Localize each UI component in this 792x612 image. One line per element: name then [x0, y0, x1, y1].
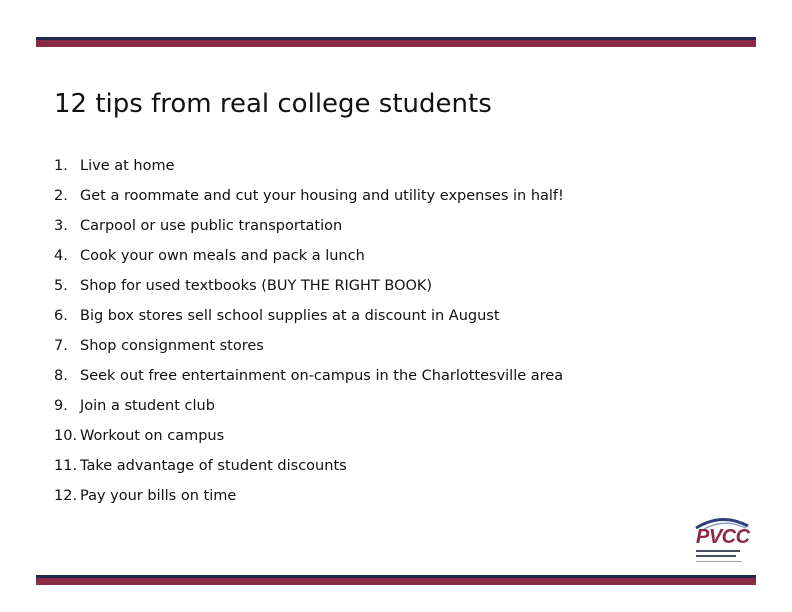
tip-item	[54, 426, 564, 456]
tip-number: 4.	[54, 248, 68, 264]
tip-text: Big box stores sell school supplies at a discount in August	[80, 308, 500, 324]
tip-text: Live at home	[80, 158, 175, 174]
tip-item	[54, 186, 564, 216]
tip-item	[54, 366, 564, 396]
tip-number: 7.	[54, 338, 68, 354]
tip-text: Shop consignment stores	[80, 338, 264, 354]
tip-number: 10.	[54, 428, 78, 444]
tip-number: 8.	[54, 368, 68, 384]
tip-number: 2.	[54, 188, 68, 204]
tip-text: Shop for used textbooks (BUY THE RIGHT BOOK)	[80, 278, 433, 294]
tip-item	[54, 486, 564, 516]
logo-tagline-line	[696, 550, 740, 552]
tip-item	[54, 276, 564, 306]
tip-number: 12.	[54, 488, 78, 504]
logo-tagline-line	[696, 555, 736, 557]
tip-number: 9.	[54, 398, 68, 414]
pvcc-logo	[690, 516, 754, 568]
tip-number: 3.	[54, 218, 68, 234]
tip-text: Get a roommate and cut your housing and utility expenses in half!	[80, 188, 564, 204]
tip-text: Take advantage of student discounts	[80, 458, 347, 474]
tip-item	[54, 336, 564, 366]
tip-text: Workout on campus	[80, 428, 225, 444]
tip-item	[54, 156, 564, 186]
tip-number: 11.	[54, 458, 78, 474]
tip-number: 5.	[54, 278, 68, 294]
tip-text: Join a student club	[80, 398, 215, 414]
tip-item	[54, 246, 564, 276]
tip-text: Carpool or use public transportation	[80, 218, 343, 234]
tip-item	[54, 216, 564, 246]
tip-text: Pay your bills on time	[80, 488, 237, 504]
top-accent-bar	[36, 37, 756, 47]
logo-text: PVCC	[696, 526, 750, 548]
tip-number: 6.	[54, 308, 68, 324]
bottom-accent-bar	[36, 575, 756, 585]
tip-number: 1.	[54, 158, 68, 174]
tips-list	[54, 156, 564, 516]
tip-text: Cook your own meals and pack a lunch	[80, 248, 365, 264]
tip-item	[54, 306, 564, 336]
tip-text: Seek out free entertainment on-campus in the Charlottesville area	[80, 368, 564, 384]
tip-item	[54, 456, 564, 486]
tip-item	[54, 396, 564, 426]
slide-title: 12 tips from real college students	[54, 89, 492, 119]
logo-tagline-line	[696, 561, 742, 562]
